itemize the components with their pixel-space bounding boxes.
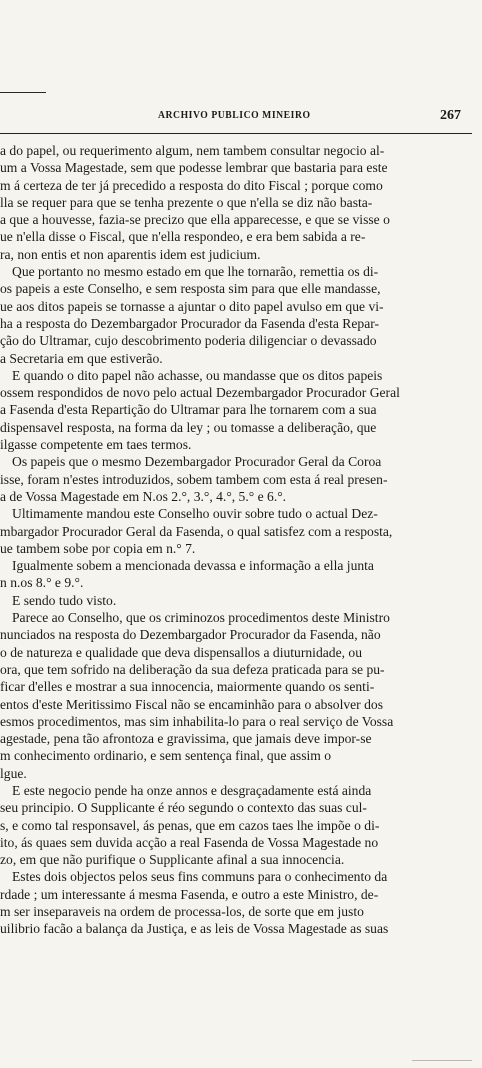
text-line: um a Vossa Magestade, sem que podesse lembrar que bastaria para este — [0, 160, 388, 176]
text-line: zo, em que não purifique o Supplicante afinal a sua innocencia. — [0, 852, 345, 868]
top-margin-rule — [0, 92, 46, 93]
text-line: os papeis a este Conselho, e sem resposta sim para que elle mandasse, — [0, 281, 381, 297]
text-line: a de Vossa Magestade em N.os 2.°, 3.°, 4.°, 5.° e 6.°. — [0, 488, 287, 504]
paragraph — [0, 609, 482, 782]
header-title: ARCHIVO PUBLICO MINEIRO — [158, 110, 311, 121]
text-line: ção do Ultramar, cujo descobrimento poderia diligenciar o devassado — [0, 333, 377, 349]
text-line: s, e como tal responsavel, ás penas, que em cazos taes lhe impõe o di- — [0, 817, 380, 833]
bottom-margin-mark — [412, 1060, 472, 1061]
text-line: ilgasse competente em taes termos. — [0, 437, 192, 453]
text-line: m ser inseparaveis na ordem de processa-los, de sorte que em justo — [0, 904, 364, 920]
text-line: E sendo tudo visto. — [12, 592, 117, 608]
text-line: a Fasenda d'esta Repartição do Ultramar para lhe tornarem com a sua — [0, 402, 377, 418]
body-text — [0, 142, 482, 938]
text-line: n n.os 8.° e 9.°. — [0, 575, 84, 591]
text-line: nunciados na resposta do Dezembargador Procurador da Fasenda, não — [0, 627, 381, 643]
header-rule — [0, 133, 472, 134]
text-line: Parece ao Conselho, que os criminozos procedimentos deste Ministro — [12, 610, 390, 626]
text-line: uilibrio facão a balança da Justiça, e as leis de Vossa Magestade as suas — [0, 921, 389, 937]
paragraph — [0, 367, 482, 453]
text-line: mbargador Procurador Geral da Fasenda, o qual satisfez com a resposta, — [0, 523, 393, 539]
text-line: ue n'ella disse o Fiscal, que n'ella respondeo, e era bem sabida a re- — [0, 229, 366, 245]
text-line: ossem respondidos de novo pelo actual Dezembargador Procurador Geral — [0, 385, 400, 401]
text-line: seu principio. O Supplicante é réo segundo o contexto das suas cul- — [0, 800, 367, 816]
text-line: m conhecimento ordinario, e sem sentença final, que assim o — [0, 748, 332, 764]
text-line: ficar d'elles e mostrar a sua innocencia, maiormente quando os senti- — [0, 679, 375, 695]
text-line: ito, ás quaes sem duvida acção a real Fasenda de Vossa Magestade no — [0, 834, 379, 850]
text-line: Os papeis que o mesmo Dezembargador Procurador Geral da Coroa — [12, 454, 382, 470]
paragraph — [0, 263, 482, 367]
text-line: dispensavel resposta, na forma da ley ; ou tomasse a deliberação, que — [0, 419, 377, 435]
text-line: a que a houvesse, fazia-se precizo que ella apparecesse, e que se visse o — [0, 212, 390, 228]
paragraph — [0, 505, 482, 557]
text-line: Ultimamente mandou este Conselho ouvir sobre tudo o actual Dez- — [12, 506, 378, 522]
text-line: a Secretaria em que estiverão. — [0, 350, 163, 366]
text-line: ue tambem sobe por copia em n.° 7. — [0, 540, 196, 556]
text-line: agestade, pena tão afrontoza e gravissima, que jamais deve impor-se — [0, 731, 372, 747]
text-line: Estes dois objectos pelos seus fins communs para o conhecimento da — [12, 869, 388, 885]
text-line: lla se requer para que se tenha prezente o que n'ella se diz não basta- — [0, 194, 373, 210]
paragraph — [0, 557, 482, 592]
text-line: m á certeza de ter já precedido a resposta do dito Fiscal ; porque como — [0, 177, 383, 193]
text-line: a do papel, ou requerimento algum, nem tambem consultar negocio al- — [0, 143, 385, 158]
text-line: esmos procedimentos, mas sim inhabilita-lo para o real serviço de Vossa — [0, 713, 394, 729]
text-line: E quando o dito papel não achasse, ou mandasse que os ditos papeis — [12, 367, 383, 383]
text-line: Que portanto no mesmo estado em que lhe tornarão, remettia os di- — [12, 264, 379, 280]
paragraph — [0, 142, 482, 263]
text-line: entos d'este Meritissimo Fiscal não se encaminhão para o absolver dos — [0, 696, 383, 712]
page-number: 267 — [440, 108, 461, 123]
text-line: ue aos ditos papeis se tornasse a ajuntar o dito papel avulso em que vi- — [0, 298, 384, 314]
text-line: isse, foram n'estes introduzidos, sobem tambem com esta á real presen- — [0, 471, 388, 487]
text-line: Igualmente sobem a mencionada devassa e informação a ella junta — [12, 558, 374, 574]
text-line: ra, non entis et non aparentis idem est judicium. — [0, 246, 261, 262]
text-line: ha a resposta do Dezembargador Procurador da Fasenda d'esta Repar- — [0, 315, 380, 331]
text-line: o de natureza e qualidade que deva dispensallos a diuturnidade, ou — [0, 644, 362, 660]
paragraph — [0, 868, 482, 937]
paragraph — [0, 453, 482, 505]
text-line: lgue. — [0, 765, 27, 781]
paragraph — [0, 592, 482, 609]
text-line: E este negocio pende ha onze annos e desgraçadamente está ainda — [12, 782, 372, 798]
paragraph — [0, 782, 482, 868]
text-line: rdade ; um interessante á mesma Fasenda, e outro a este Ministro, de- — [0, 886, 379, 902]
running-header — [0, 108, 472, 126]
text-line: ora, que tem sofrido na deliberação da sua defeza praticada para se pu- — [0, 661, 385, 677]
